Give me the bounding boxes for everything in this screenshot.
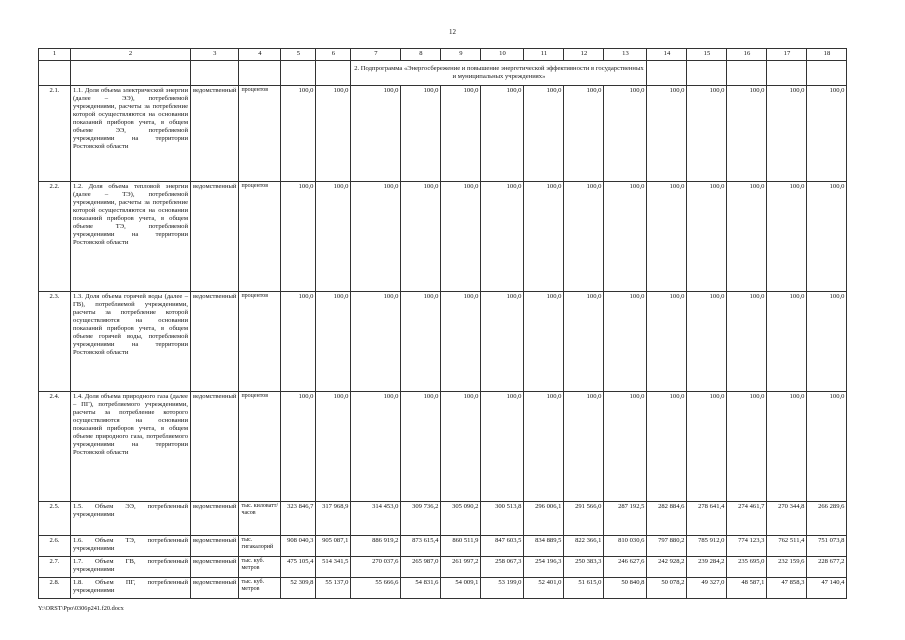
indicator-type: ведомственный xyxy=(191,557,239,578)
value-cell: 834 889,5 xyxy=(524,536,564,557)
subprogram-row xyxy=(39,61,847,86)
value-cell: 100,0 xyxy=(647,86,687,182)
unit-of-measure: тыс. куб. метров xyxy=(239,578,281,599)
value-cell: 100,0 xyxy=(807,392,847,502)
value-cell: 265 987,0 xyxy=(401,557,441,578)
value-cell: 53 199,0 xyxy=(481,578,524,599)
value-cell: 100,0 xyxy=(351,86,401,182)
value-cell: 100,0 xyxy=(316,182,351,292)
value-cell: 100,0 xyxy=(351,182,401,292)
value-cell: 100,0 xyxy=(351,292,401,392)
value-cell: 100,0 xyxy=(481,182,524,292)
column-number: 17 xyxy=(767,49,807,61)
column-number: 4 xyxy=(239,49,281,61)
empty-cell xyxy=(281,61,316,86)
value-cell: 100,0 xyxy=(564,182,604,292)
unit-of-measure: процентов xyxy=(239,392,281,502)
value-cell: 100,0 xyxy=(687,292,727,392)
value-cell: 100,0 xyxy=(481,86,524,182)
value-cell: 905 087,1 xyxy=(316,536,351,557)
unit-of-measure: тыс. куб. метров xyxy=(239,557,281,578)
value-cell: 100,0 xyxy=(281,392,316,502)
value-cell: 100,0 xyxy=(727,86,767,182)
value-cell: 797 880,2 xyxy=(647,536,687,557)
value-cell: 785 912,0 xyxy=(687,536,727,557)
value-cell: 51 615,0 xyxy=(564,578,604,599)
value-cell: 100,0 xyxy=(524,86,564,182)
value-cell: 47 858,3 xyxy=(767,578,807,599)
value-cell: 873 615,4 xyxy=(401,536,441,557)
value-cell: 100,0 xyxy=(604,86,647,182)
value-cell: 100,0 xyxy=(316,392,351,502)
value-cell: 50 078,2 xyxy=(647,578,687,599)
unit-of-measure: процентов xyxy=(239,86,281,182)
value-cell: 100,0 xyxy=(647,292,687,392)
value-cell: 47 140,4 xyxy=(807,578,847,599)
value-cell: 54 831,6 xyxy=(401,578,441,599)
value-cell: 309 736,2 xyxy=(401,502,441,536)
value-cell: 270 037,6 xyxy=(351,557,401,578)
value-cell: 751 073,8 xyxy=(807,536,847,557)
empty-cell xyxy=(191,61,239,86)
file-path-footer: Y:\ORST\Ppo\0306p241.f20.docx xyxy=(38,605,124,612)
value-cell: 228 677,2 xyxy=(807,557,847,578)
value-cell: 100,0 xyxy=(401,292,441,392)
row-number: 2.6. xyxy=(39,536,71,557)
empty-cell xyxy=(807,61,847,86)
value-cell: 50 840,8 xyxy=(604,578,647,599)
value-cell: 242 928,2 xyxy=(647,557,687,578)
indicator-name: 1.1. Доля объема электрической энергии (далее – ЭЭ), потребляемой учреждениями, расчеты за потребление которой осуществляются на основании показаний приборов учета, в общем объеме ЭЭ, потребляемой учреждениями на территории Ростовской области xyxy=(71,86,191,182)
value-cell: 100,0 xyxy=(727,292,767,392)
value-cell: 100,0 xyxy=(687,182,727,292)
indicator-name: 1.6. Объем ТЭ, потребленный учреждениями xyxy=(71,536,191,557)
empty-cell xyxy=(647,61,687,86)
value-cell: 847 603,5 xyxy=(481,536,524,557)
value-cell: 52 401,0 xyxy=(524,578,564,599)
row-number: 2.1. xyxy=(39,86,71,182)
value-cell: 300 513,8 xyxy=(481,502,524,536)
value-cell: 100,0 xyxy=(401,86,441,182)
column-number: 14 xyxy=(647,49,687,61)
value-cell: 232 159,6 xyxy=(767,557,807,578)
unit-of-measure: процентов xyxy=(239,182,281,292)
value-cell: 291 566,0 xyxy=(564,502,604,536)
value-cell: 100,0 xyxy=(564,292,604,392)
table-row xyxy=(39,182,847,292)
empty-cell xyxy=(239,61,281,86)
column-number: 6 xyxy=(316,49,351,61)
value-cell: 287 192,5 xyxy=(604,502,647,536)
value-cell: 100,0 xyxy=(441,392,481,502)
column-number-row xyxy=(39,49,847,61)
empty-cell xyxy=(71,61,191,86)
value-cell: 274 461,7 xyxy=(727,502,767,536)
page-number: 12 xyxy=(449,28,456,36)
value-cell: 822 366,1 xyxy=(564,536,604,557)
column-number: 15 xyxy=(687,49,727,61)
value-cell: 323 846,7 xyxy=(281,502,316,536)
indicator-name: 1.2. Доля объема тепловой энергии (далее – ТЭ), потребляемой учреждениями, расчеты за потребление которой осуществляются на основании показаний приборов учета, в общем объеме ТЭ, потребляемой учреждениями на территории Ростовской области xyxy=(71,182,191,292)
value-cell: 296 006,1 xyxy=(524,502,564,536)
value-cell: 278 641,4 xyxy=(687,502,727,536)
value-cell: 100,0 xyxy=(441,182,481,292)
indicator-type: ведомственный xyxy=(191,578,239,599)
value-cell: 54 009,1 xyxy=(441,578,481,599)
empty-cell xyxy=(316,61,351,86)
column-number: 18 xyxy=(807,49,847,61)
value-cell: 100,0 xyxy=(807,292,847,392)
row-number: 2.4. xyxy=(39,392,71,502)
empty-cell xyxy=(767,61,807,86)
value-cell: 314 453,0 xyxy=(351,502,401,536)
value-cell: 100,0 xyxy=(687,86,727,182)
column-number: 1 xyxy=(39,49,71,61)
empty-cell xyxy=(687,61,727,86)
value-cell: 762 511,4 xyxy=(767,536,807,557)
table-row xyxy=(39,557,847,578)
value-cell: 100,0 xyxy=(727,392,767,502)
value-cell: 100,0 xyxy=(767,182,807,292)
value-cell: 100,0 xyxy=(441,292,481,392)
table-row xyxy=(39,292,847,392)
indicator-name: 1.4. Доля объема природного газа (далее – ПГ), потребляемого учреждениями, расчеты за потребление которого осуществляются на основании показаний приборов учета, в общем объеме природного газа, потребляемого учреждениями на территории Ростовской области xyxy=(71,392,191,502)
value-cell: 239 284,2 xyxy=(687,557,727,578)
value-cell: 100,0 xyxy=(604,392,647,502)
value-cell: 100,0 xyxy=(604,292,647,392)
value-cell: 270 344,8 xyxy=(767,502,807,536)
value-cell: 258 067,3 xyxy=(481,557,524,578)
column-number: 10 xyxy=(481,49,524,61)
row-number: 2.3. xyxy=(39,292,71,392)
value-cell: 55 137,0 xyxy=(316,578,351,599)
value-cell: 100,0 xyxy=(767,392,807,502)
value-cell: 100,0 xyxy=(604,182,647,292)
table-row xyxy=(39,536,847,557)
value-cell: 100,0 xyxy=(564,86,604,182)
row-number: 2.7. xyxy=(39,557,71,578)
indicator-name: 1.8. Объем ПГ, потребленный учреждениями xyxy=(71,578,191,599)
indicator-name: 1.7. Объем ГВ, потребленный учреждениями xyxy=(71,557,191,578)
value-cell: 100,0 xyxy=(687,392,727,502)
indicator-type: ведомственный xyxy=(191,392,239,502)
value-cell: 100,0 xyxy=(647,392,687,502)
row-number: 2.2. xyxy=(39,182,71,292)
column-number: 16 xyxy=(727,49,767,61)
column-number: 8 xyxy=(401,49,441,61)
row-number: 2.8. xyxy=(39,578,71,599)
unit-of-measure: тыс. киловатт/часов xyxy=(239,502,281,536)
unit-of-measure: процентов xyxy=(239,292,281,392)
table-row xyxy=(39,86,847,182)
empty-cell xyxy=(39,61,71,86)
value-cell: 52 309,8 xyxy=(281,578,316,599)
table-row xyxy=(39,392,847,502)
value-cell: 305 090,2 xyxy=(441,502,481,536)
value-cell: 514 341,5 xyxy=(316,557,351,578)
value-cell: 246 627,6 xyxy=(604,557,647,578)
column-number: 12 xyxy=(564,49,604,61)
table-body xyxy=(39,49,847,599)
indicator-type: ведомственный xyxy=(191,86,239,182)
value-cell: 49 327,0 xyxy=(687,578,727,599)
indicator-type: ведомственный xyxy=(191,536,239,557)
value-cell: 475 105,4 xyxy=(281,557,316,578)
value-cell: 282 884,6 xyxy=(647,502,687,536)
value-cell: 48 587,1 xyxy=(727,578,767,599)
value-cell: 100,0 xyxy=(316,86,351,182)
value-cell: 100,0 xyxy=(281,86,316,182)
value-cell: 908 040,3 xyxy=(281,536,316,557)
value-cell: 810 030,6 xyxy=(604,536,647,557)
value-cell: 317 968,9 xyxy=(316,502,351,536)
value-cell: 100,0 xyxy=(351,392,401,502)
value-cell: 100,0 xyxy=(727,182,767,292)
value-cell: 100,0 xyxy=(807,86,847,182)
column-number: 7 xyxy=(351,49,401,61)
indicator-type: ведомственный xyxy=(191,292,239,392)
value-cell: 235 695,0 xyxy=(727,557,767,578)
value-cell: 254 196,3 xyxy=(524,557,564,578)
indicator-name: 1.3. Доля объема горячей воды (далее – ГВ), потребляемой учреждениями, расчеты за потребление которой осуществляются на основании показаний приборов учета, в общем объеме горячей воды, потребляемой учреждениями на территории Ростовской области xyxy=(71,292,191,392)
value-cell: 100,0 xyxy=(524,292,564,392)
value-cell: 886 919,2 xyxy=(351,536,401,557)
value-cell: 261 997,2 xyxy=(441,557,481,578)
column-number: 5 xyxy=(281,49,316,61)
row-number: 2.5. xyxy=(39,502,71,536)
value-cell: 100,0 xyxy=(807,182,847,292)
value-cell: 100,0 xyxy=(524,392,564,502)
value-cell: 100,0 xyxy=(401,182,441,292)
value-cell: 860 511,9 xyxy=(441,536,481,557)
column-number: 9 xyxy=(441,49,481,61)
column-number: 13 xyxy=(604,49,647,61)
unit-of-measure: тыс. гигакалорий xyxy=(239,536,281,557)
indicator-name: 1.5. Объем ЭЭ, потребленный учреждениями xyxy=(71,502,191,536)
value-cell: 100,0 xyxy=(481,392,524,502)
value-cell: 100,0 xyxy=(524,182,564,292)
value-cell: 100,0 xyxy=(481,292,524,392)
value-cell: 100,0 xyxy=(316,292,351,392)
table-row xyxy=(39,502,847,536)
value-cell: 100,0 xyxy=(401,392,441,502)
subprogram-title: 2. Подпрограмма «Энергосбережение и повышение энергетической эффективности в государственных и муниципальных учреждениях» xyxy=(351,61,647,86)
indicator-type: ведомственный xyxy=(191,502,239,536)
value-cell: 100,0 xyxy=(564,392,604,502)
value-cell: 250 383,3 xyxy=(564,557,604,578)
table-row xyxy=(39,578,847,599)
value-cell: 100,0 xyxy=(441,86,481,182)
value-cell: 100,0 xyxy=(647,182,687,292)
empty-cell xyxy=(727,61,767,86)
value-cell: 100,0 xyxy=(281,292,316,392)
value-cell: 100,0 xyxy=(767,292,807,392)
value-cell: 100,0 xyxy=(281,182,316,292)
indicators-table xyxy=(38,48,847,599)
value-cell: 266 289,6 xyxy=(807,502,847,536)
value-cell: 55 666,6 xyxy=(351,578,401,599)
column-number: 11 xyxy=(524,49,564,61)
column-number: 2 xyxy=(71,49,191,61)
indicator-type: ведомственный xyxy=(191,182,239,292)
value-cell: 774 123,3 xyxy=(727,536,767,557)
column-number: 3 xyxy=(191,49,239,61)
value-cell: 100,0 xyxy=(767,86,807,182)
